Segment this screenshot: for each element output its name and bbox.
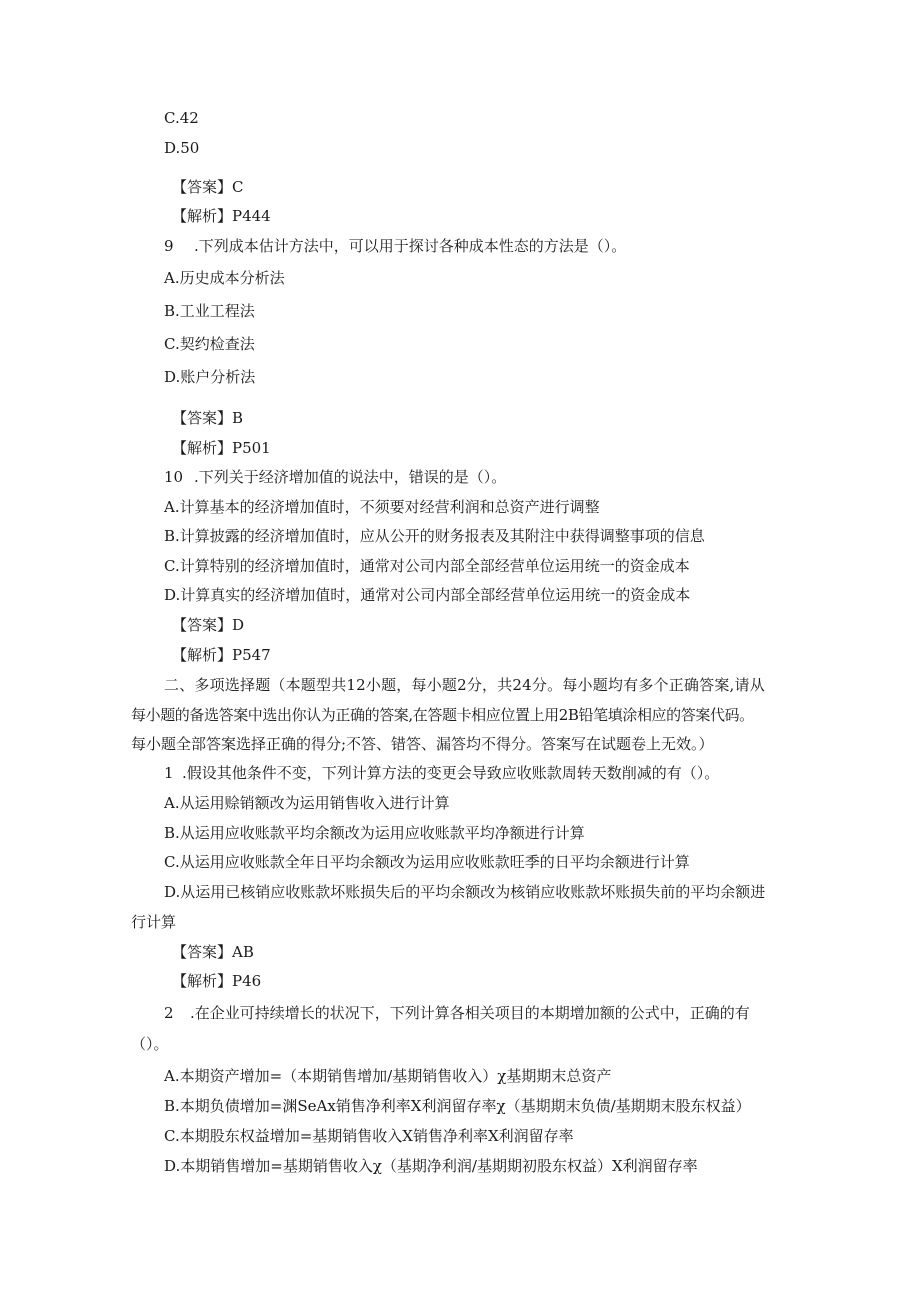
q8-option-d: D.50	[164, 139, 200, 157]
m2-stem-1: .在企业可持续增长的状况下，下列计算各相关项目的本期增加额的公式中，正确的有	[190, 1004, 750, 1022]
m2-option-c: C.本期股东权益增加=基期销售收入X销售净利率X利润留存率	[164, 1127, 574, 1145]
m2-option-a: A.本期资产增加=（本期销售增加/基期销售收入）χ基期期末总资产	[164, 1067, 612, 1085]
q10-option-a: A.计算基本的经济增加值时，不须要对经营利润和总资产进行调整	[164, 498, 600, 516]
m1-stem-line	[164, 763, 719, 783]
q9-option-d: D.账户分析法	[164, 368, 256, 386]
section2-heading-line1: 二、多项选择题（本题型共12小题，每小题2分，共24分。每小题均有多个正确答案,请从	[164, 676, 765, 694]
q10-analysis: 【解析】P547	[172, 646, 271, 664]
m1-option-c: C.从运用应收账款全年日平均余额改为运用应收账款旺季的日平均余额进行计算	[164, 853, 690, 871]
q10-option-d: D.计算真实的经济增加值时，通常对公司内部全部经营单位运用统一的资金成本	[164, 586, 691, 604]
q10-option-b: B.计算披露的经济增加值时，应从公开的财务报表及其附注中获得调整事项的信息	[164, 527, 705, 545]
m2-option-b: B.本期负债增加=渊SeAx销售净利率X利润留存率χ（基期期末负债/基期期末股东权益）	[164, 1097, 751, 1115]
section2-heading-line2: 每小题的备选答案中选出你认为正确的答案,在答题卡相应位置上用2B铅笔填涂相应的答案代码。	[131, 706, 754, 724]
q9-option-b: B.工业工程法	[164, 302, 255, 320]
q9-number: 9	[164, 237, 174, 255]
q9-answer: 【答案】B	[172, 409, 244, 427]
q9-option-c: C.契约检查法	[164, 335, 255, 353]
q9-stem-line	[164, 236, 626, 256]
q9-stem: .下列成本估计方法中，可以用于探讨各种成本性态的方法是（）。	[194, 237, 627, 255]
m1-answer: 【答案】AB	[172, 943, 254, 961]
q9-option-a: A.历史成本分析法	[164, 269, 285, 287]
m2-stem-2: （）。	[131, 1035, 169, 1053]
q8-answer: 【答案】C	[172, 178, 244, 196]
q10-answer: 【答案】D	[172, 616, 245, 634]
q8-option-c: C.42	[164, 109, 199, 127]
m1-analysis: 【解析】P46	[172, 972, 262, 990]
m1-number: 1	[164, 764, 174, 782]
m2-stem-line	[164, 1003, 750, 1023]
m1-option-b: B.从运用应收账款平均余额改为运用应收账款平均净额进行计算	[164, 824, 585, 842]
m1-option-a: A.从运用赊销额改为运用销售收入进行计算	[164, 794, 450, 812]
m2-number: 2	[164, 1004, 174, 1022]
m1-stem: .假设其他条件不变，下列计算方法的变更会导致应收账款周转天数削减的有（）。	[182, 764, 720, 782]
m1-option-d-cont: 行计算	[131, 913, 177, 931]
q8-analysis: 【解析】P444	[172, 207, 271, 225]
q10-stem: .下列关于经济增加值的说法中，错误的是（）。	[194, 468, 507, 486]
m1-option-d: D.从运用已核销应收账款坏账损失后的平均余额改为核销应收账款坏账损失前的平均余额进	[164, 883, 766, 901]
q10-option-c: C.计算特别的经济增加值时，通常对公司内部全部经营单位运用统一的资金成本	[164, 557, 690, 575]
q10-stem-line	[164, 467, 506, 487]
m2-option-d: D.本期销售增加=基期销售收入χ（基期净利润/基期期初股东权益）X利润留存率	[164, 1157, 698, 1175]
section2-heading-line3: 每小题全部答案选择正确的得分;不答、错答、漏答均不得分。答案写在试题卷上无效。）	[131, 735, 714, 753]
q10-number: 10	[164, 468, 184, 486]
q9-analysis: 【解析】P501	[172, 439, 271, 457]
